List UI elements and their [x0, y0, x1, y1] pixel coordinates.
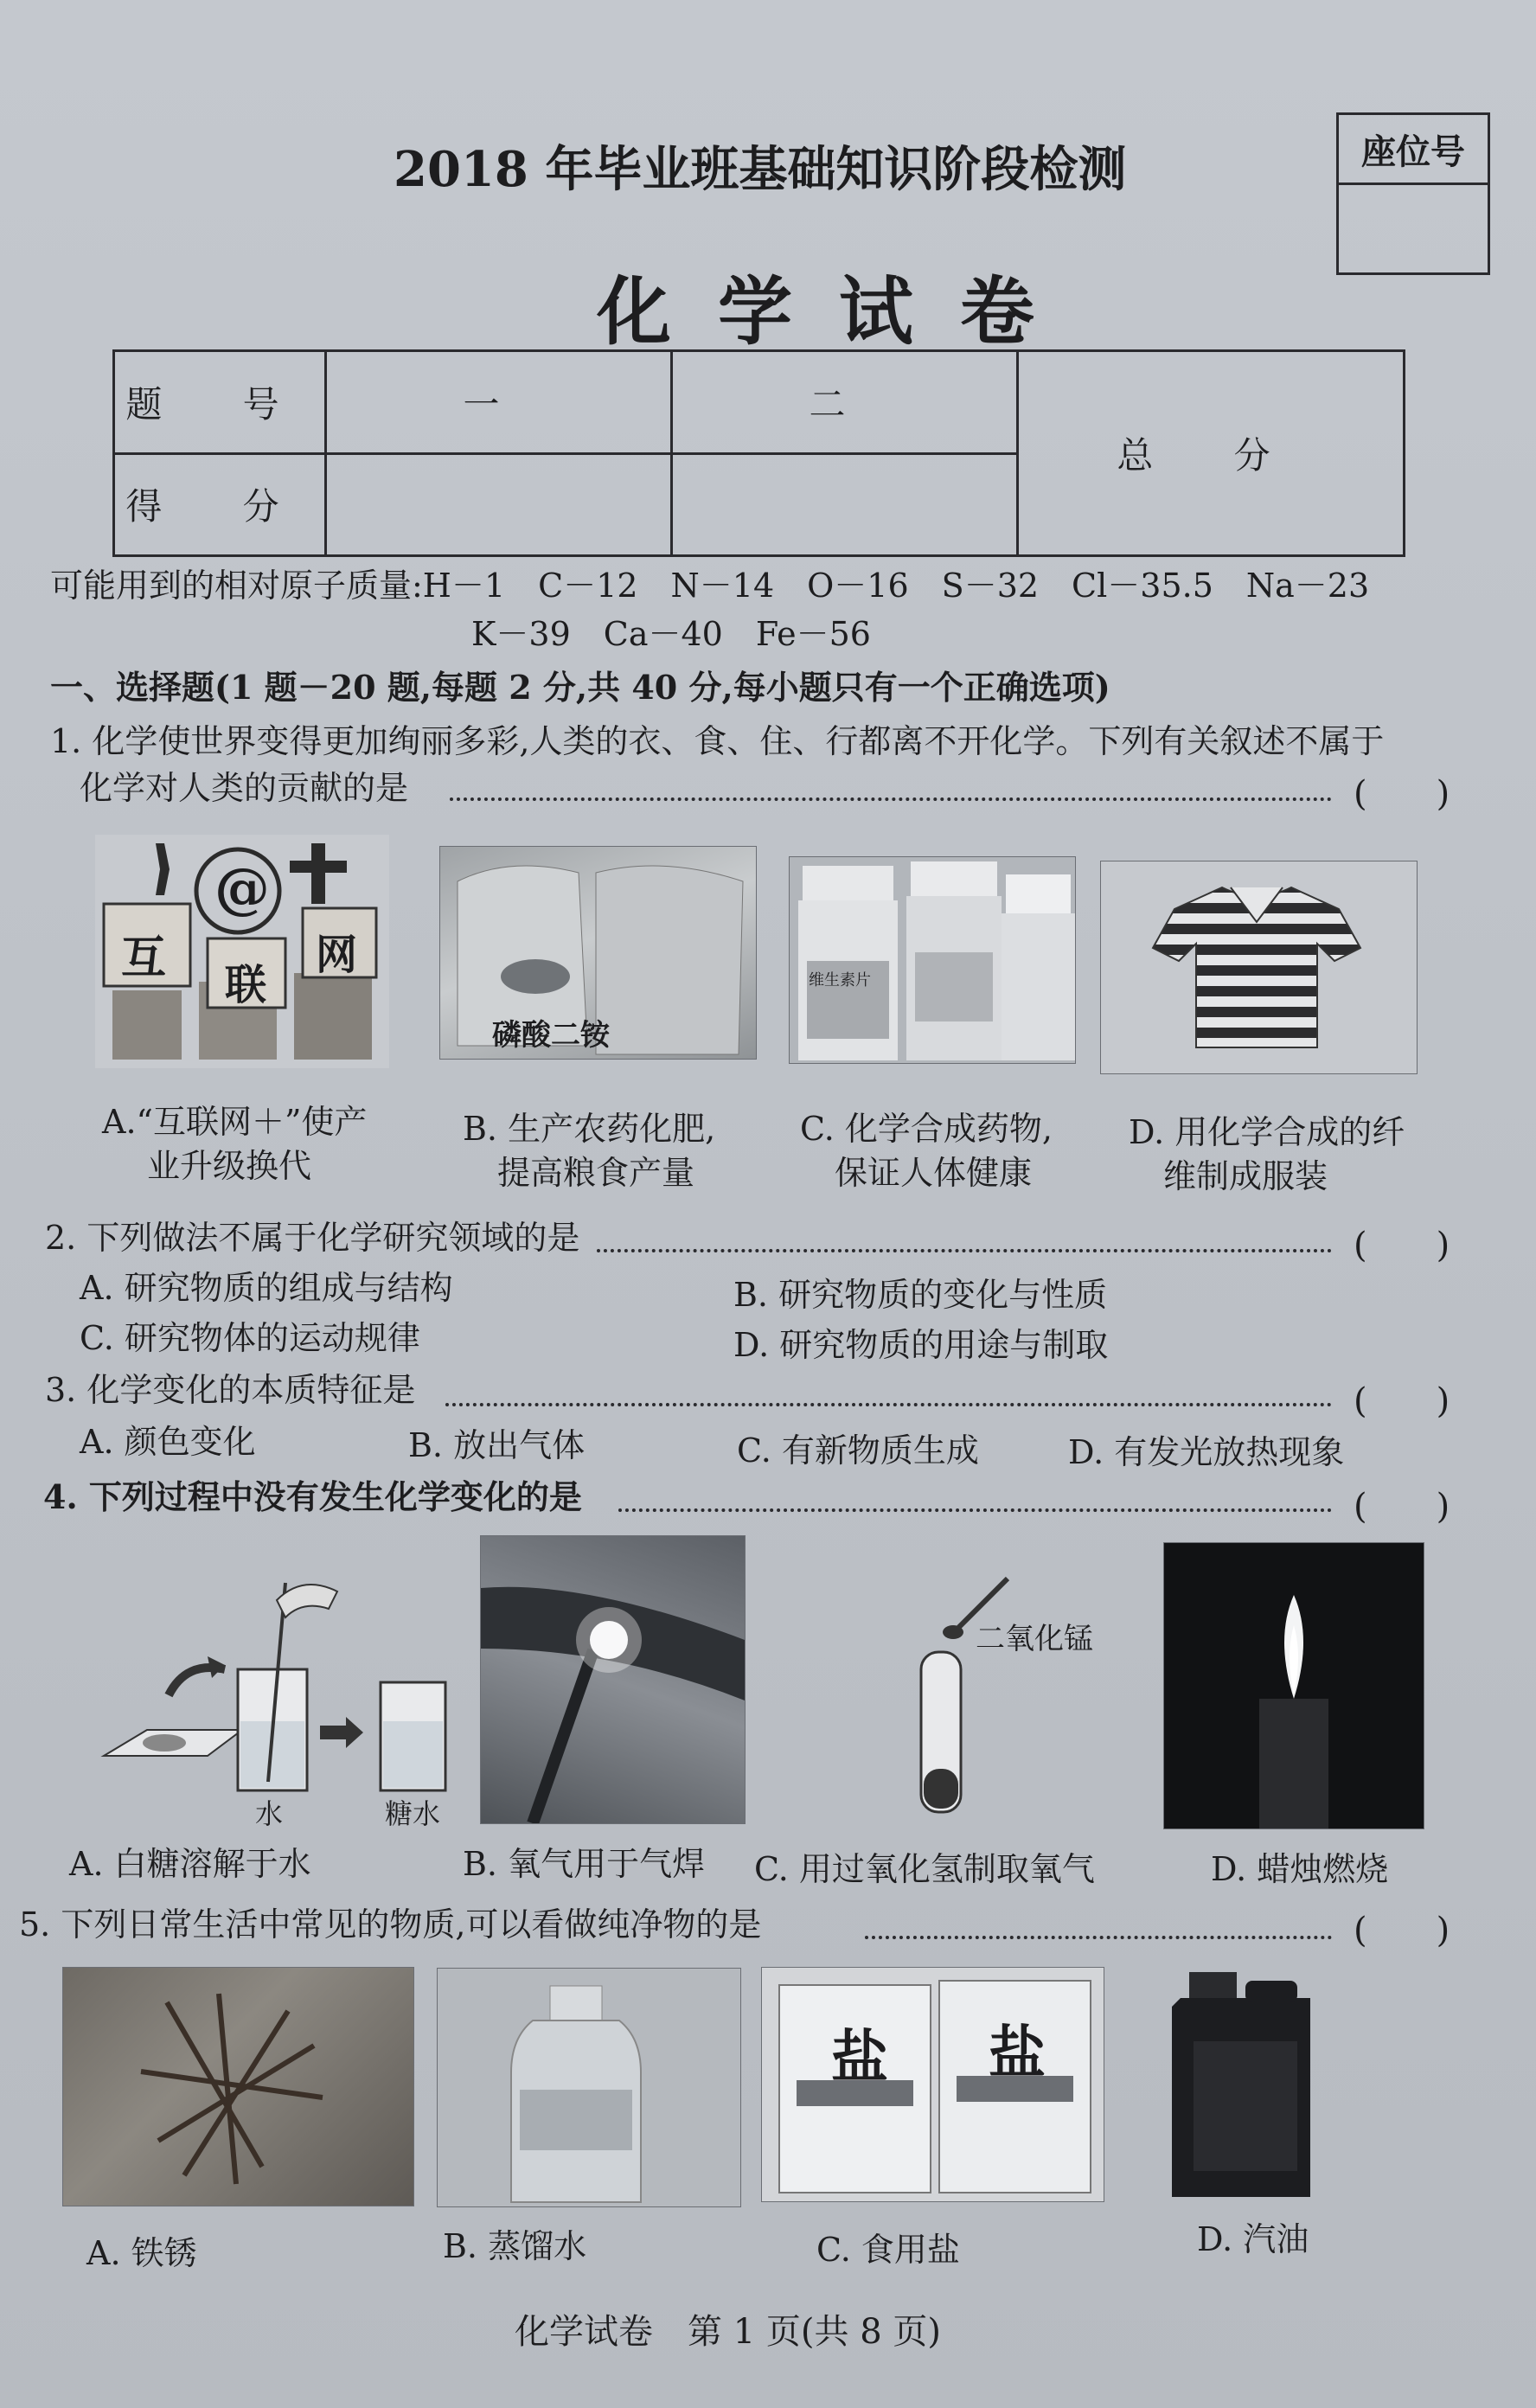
q3-stem: 3. 化学变化的本质特征是 [45, 1371, 416, 1409]
q1-option-c [800, 1107, 1053, 1196]
page-footer: 化学试卷 第 1 页(共 8 页) [515, 2312, 941, 2352]
q4-option-d: D. 蜡烛燃烧 [1211, 1850, 1389, 1888]
q1-leader-dots [450, 797, 1332, 801]
q5-option-b: B. 蒸馏水 [443, 2227, 587, 2265]
q1-image-c-medicine-bottles [789, 856, 1076, 1064]
q1-option-d [1129, 1111, 1405, 1200]
q1-img-a-char-wang: 网 [316, 931, 358, 979]
seat-number-box [1336, 112, 1490, 275]
q5-option-d: D. 汽油 [1197, 2220, 1309, 2258]
q4-leader-dots [618, 1508, 1332, 1512]
exam-subtitle: 2018 年毕业班基础知识阶段检测 [394, 141, 1127, 198]
q3-leader-dots [445, 1403, 1332, 1406]
q1-answer-blank[interactable]: ( ) [1354, 774, 1450, 814]
q1-image-a-internet-plus [95, 835, 389, 1068]
q1-img-a-char-at: @ [214, 856, 270, 921]
q1-option-b [463, 1107, 715, 1196]
q5-image-c-table-salt [761, 1967, 1104, 2202]
q4-image-c-hydrogen-peroxide [891, 1570, 1116, 1821]
score-table-total-label: 总 分 [1018, 351, 1405, 556]
q2-option-c: C. 研究物体的运动规律 [80, 1319, 420, 1357]
q5-option-a: A. 铁锈 [86, 2234, 197, 2272]
q4-label-sugar-water: 糖水 [385, 1797, 441, 1830]
q4-image-d-candle [1163, 1542, 1424, 1829]
q4-option-b: B. 氧气用于气焊 [463, 1845, 706, 1883]
q1-img-a-char-hu: 互 [121, 932, 167, 984]
score-table-col-1: 一 [326, 351, 672, 454]
q5-salt-char-right: 盐 [989, 2019, 1046, 2086]
q1-img-b-bag-text: 磷酸二铵 [492, 1018, 610, 1053]
q1-option-d-line1: D. 用化学合成的纤 [1129, 1113, 1405, 1151]
score-table [112, 349, 1405, 557]
q4-option-a: A. 白糖溶解于水 [69, 1845, 311, 1883]
q4-image-b-gas-welding [480, 1535, 746, 1824]
q1-option-a-line2: 业升级换代 [147, 1147, 312, 1186]
q5-image-b-distilled-water [437, 1968, 741, 2207]
score-cell-2[interactable] [672, 453, 1018, 556]
q4-option-c: C. 用过氧化氢制取氧气 [754, 1850, 1095, 1888]
q3-option-d: D. 有发光放热现象 [1068, 1433, 1345, 1471]
q4-label-mno2: 二氧化锰 [976, 1622, 1093, 1656]
score-table-row1-label: 题 号 [114, 351, 326, 454]
q5-option-c: C. 食用盐 [816, 2231, 960, 2269]
q2-option-d: D. 研究物质的用途与制取 [733, 1326, 1109, 1364]
q3-option-c: C. 有新物质生成 [737, 1431, 979, 1470]
q1-image-d-striped-shirt [1100, 861, 1418, 1074]
q2-leader-dots [597, 1249, 1332, 1252]
q1-option-b-line1: B. 生产农药化肥, [463, 1110, 716, 1148]
q1-img-c-label-text: 维生素片 [809, 971, 871, 989]
atomic-masses-line2: K－39 Ca－40 Fe－56 [471, 615, 871, 653]
q2-answer-blank[interactable]: ( ) [1354, 1226, 1450, 1265]
q4-answer-blank[interactable]: ( ) [1354, 1487, 1450, 1527]
q5-image-d-gasoline-can [1163, 1963, 1328, 2206]
q3-answer-blank[interactable]: ( ) [1354, 1381, 1450, 1421]
q2-option-b: B. 研究物质的变化与性质 [733, 1276, 1108, 1314]
q1-option-c-line2: 保证人体健康 [835, 1154, 1033, 1193]
q4-image-a-sugar-dissolving [95, 1566, 458, 1830]
q1-option-c-line1: C. 化学合成药物, [800, 1110, 1053, 1148]
q1-stem-line2: 化学对人类的贡献的是 [80, 769, 409, 807]
q1-option-a [102, 1100, 367, 1189]
q5-salt-char-left: 盐 [831, 2023, 888, 2091]
q3-option-b: B. 放出气体 [408, 1426, 586, 1464]
section-title: 一、选择题(1 题－20 题,每题 2 分,共 40 分,每小题只有一个正确选项) [50, 668, 1110, 707]
q3-option-a: A. 颜色变化 [80, 1423, 256, 1461]
q5-image-a-rust [62, 1967, 414, 2206]
score-table-col-2: 二 [672, 351, 1018, 454]
q1-option-b-line2: 提高粮食产量 [497, 1154, 695, 1193]
q1-image-b-fertilizer-bags [439, 846, 757, 1060]
q5-stem: 5. 下列日常生活中常见的物质,可以看做纯净物的是 [19, 1905, 762, 1944]
q5-leader-dots [865, 1936, 1332, 1939]
q2-option-a: A. 研究物质的组成与结构 [80, 1269, 453, 1307]
seat-number-label: 座位号 [1339, 115, 1488, 185]
atomic-masses-line1: 可能用到的相对原子质量:H－1 C－12 N－14 O－16 S－32 Cl－35.5 Na－23 [50, 567, 1370, 605]
q1-stem-line1: 1. 化学使世界变得更加绚丽多彩,人类的衣、食、住、行都离不开化学。下列有关叙述不属于 [50, 722, 1385, 760]
q4-label-water: 水 [255, 1797, 284, 1830]
q1-img-a-char-lian: 联 [225, 961, 267, 1009]
q1-option-a-line1: A.“互联网＋”使产 [102, 1103, 368, 1141]
q1-option-d-line2: 维制成服装 [1163, 1157, 1328, 1196]
q2-stem: 2. 下列做法不属于化学研究领域的是 [45, 1219, 580, 1257]
q4-stem: 4. 下列过程中没有发生化学变化的是 [43, 1477, 582, 1516]
q5-answer-blank[interactable]: ( ) [1354, 1911, 1450, 1950]
exam-title: 化 学 试 卷 [597, 268, 1045, 355]
score-cell-1[interactable] [326, 453, 672, 556]
score-table-row2-label: 得 分 [114, 453, 326, 556]
